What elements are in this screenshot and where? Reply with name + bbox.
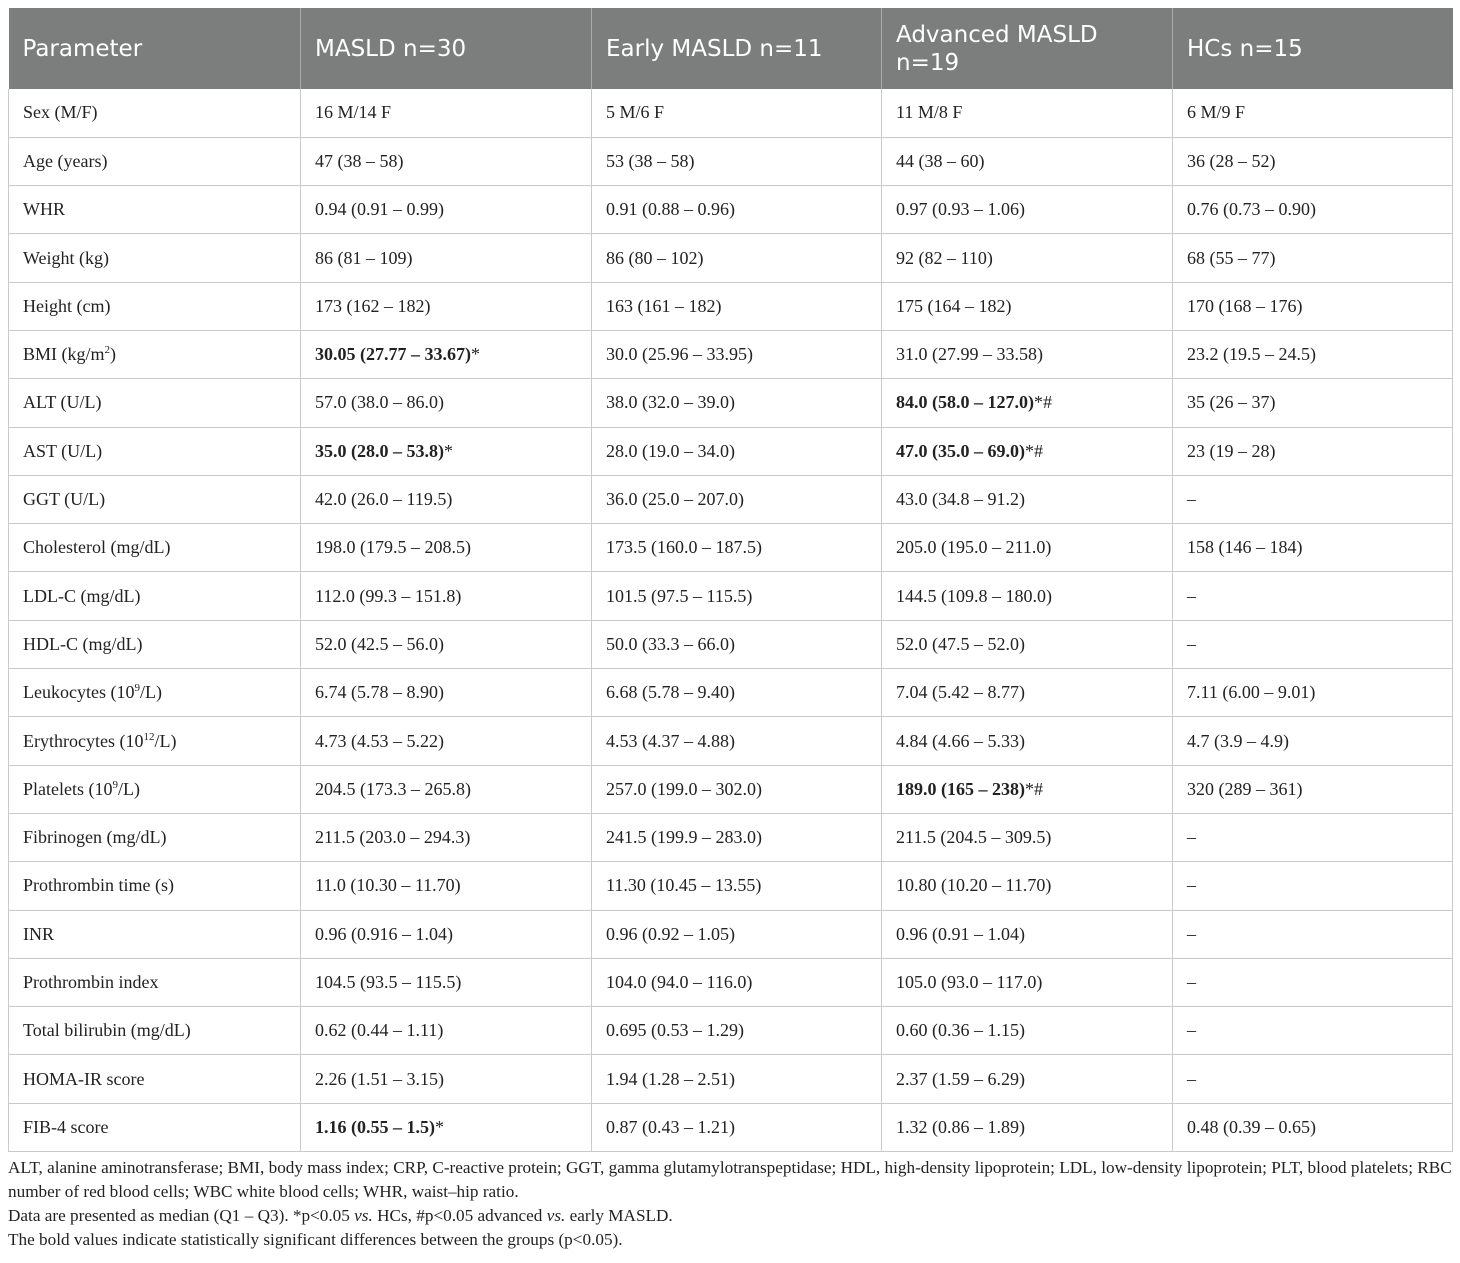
parameter-cell: Height (cm) xyxy=(9,282,301,330)
hcs-cell: – xyxy=(1173,572,1453,620)
hcs-cell: 0.76 (0.73 – 0.90) xyxy=(1173,186,1453,234)
table-row xyxy=(9,1103,1453,1151)
early-cell: 6.68 (5.78 – 9.40) xyxy=(592,669,882,717)
parameter-cell xyxy=(9,765,301,813)
significance-mark: *# xyxy=(1025,778,1043,799)
table-row xyxy=(9,1007,1453,1055)
significance-mark: * xyxy=(471,344,480,365)
masld-cell: 112.0 (99.3 – 151.8) xyxy=(301,572,592,620)
parameter-text-tail: /L) xyxy=(139,682,162,703)
significant-value: 35.0 (28.0 – 53.8) xyxy=(315,440,444,461)
significance-mark: * xyxy=(444,440,453,461)
masld-cell: 6.74 (5.78 – 8.90) xyxy=(301,669,592,717)
early-cell: 5 M/6 F xyxy=(592,89,882,137)
parameter-cell: LDL-C (mg/dL) xyxy=(9,572,301,620)
hcs-cell: 6 M/9 F xyxy=(1173,89,1453,137)
early-cell: 257.0 (199.0 – 302.0) xyxy=(592,765,882,813)
masld-cell: 4.73 (4.53 – 5.22) xyxy=(301,717,592,765)
advanced-cell: 43.0 (34.8 – 91.2) xyxy=(882,475,1173,523)
early-cell: 38.0 (32.0 – 39.0) xyxy=(592,379,882,427)
hcs-cell: 23.2 (19.5 – 24.5) xyxy=(1173,330,1453,378)
table-row xyxy=(9,282,1453,330)
table-row xyxy=(9,379,1453,427)
parameter-text: Leukocytes (10 xyxy=(23,682,135,703)
parameter-text: Platelets (10 xyxy=(23,778,113,799)
parameter-cell: Age (years) xyxy=(9,137,301,185)
parameter-cell: Prothrombin time (s) xyxy=(9,862,301,910)
significant-value: 30.05 (27.77 – 33.67) xyxy=(315,344,471,365)
superscript: 12 xyxy=(143,730,155,743)
advanced-cell: 0.96 (0.91 – 1.04) xyxy=(882,910,1173,958)
masld-cell xyxy=(301,330,592,378)
table-footnotes xyxy=(8,1156,1458,1252)
advanced-cell: 105.0 (93.0 – 117.0) xyxy=(882,958,1173,1006)
table-row xyxy=(9,1055,1453,1103)
table-row xyxy=(9,958,1453,1006)
significance-mark: *# xyxy=(1034,392,1052,413)
parameter-text-tail: /L) xyxy=(154,730,177,751)
early-cell: 0.695 (0.53 – 1.29) xyxy=(592,1007,882,1055)
hcs-cell: – xyxy=(1173,1055,1453,1103)
parameter-cell: GGT (U/L) xyxy=(9,475,301,523)
parameter-text: BMI (kg/m xyxy=(23,344,105,365)
hcs-cell: 36 (28 – 52) xyxy=(1173,137,1453,185)
significant-value: 189.0 (165 – 238) xyxy=(896,778,1025,799)
table-row xyxy=(9,524,1453,572)
parameter-cell: HOMA-IR score xyxy=(9,1055,301,1103)
hcs-cell: 0.48 (0.39 – 0.65) xyxy=(1173,1103,1453,1151)
early-cell: 53 (38 – 58) xyxy=(592,137,882,185)
early-cell: 4.53 (4.37 – 4.88) xyxy=(592,717,882,765)
presentation-note xyxy=(8,1204,1458,1228)
masld-cell: 0.94 (0.91 – 0.99) xyxy=(301,186,592,234)
significant-value: 1.16 (0.55 – 1.5) xyxy=(315,1116,435,1137)
hcs-cell: 23 (19 – 28) xyxy=(1173,427,1453,475)
parameter-cell: Total bilirubin (mg/dL) xyxy=(9,1007,301,1055)
presentation-text: early MASLD. xyxy=(565,1206,673,1225)
masld-cell: 86 (81 – 109) xyxy=(301,234,592,282)
table-row xyxy=(9,765,1453,813)
hcs-cell: – xyxy=(1173,1007,1453,1055)
parameter-cell: Cholesterol (mg/dL) xyxy=(9,524,301,572)
bold-values-note: The bold values indicate statistically significant differences between the groups (p<0.05). xyxy=(8,1230,623,1249)
parameter-text: Erythrocytes (10 xyxy=(23,730,144,751)
advanced-cell: 0.97 (0.93 – 1.06) xyxy=(882,186,1173,234)
hcs-cell: 170 (168 – 176) xyxy=(1173,282,1453,330)
table-row xyxy=(9,572,1453,620)
early-cell: 28.0 (19.0 – 34.0) xyxy=(592,427,882,475)
parameter-cell: AST (U/L) xyxy=(9,427,301,475)
hcs-cell: – xyxy=(1173,475,1453,523)
table-row xyxy=(9,910,1453,958)
parameter-cell: Weight (kg) xyxy=(9,234,301,282)
masld-cell: 0.62 (0.44 – 1.11) xyxy=(301,1007,592,1055)
masld-cell xyxy=(301,427,592,475)
table-row xyxy=(9,475,1453,523)
table-row xyxy=(9,813,1453,861)
advanced-cell: 31.0 (27.99 – 33.58) xyxy=(882,330,1173,378)
masld-cell: 204.5 (173.3 – 265.8) xyxy=(301,765,592,813)
advanced-cell: 175 (164 – 182) xyxy=(882,282,1173,330)
parameter-cell: INR xyxy=(9,910,301,958)
parameter-cell: ALT (U/L) xyxy=(9,379,301,427)
significance-mark: *# xyxy=(1025,440,1043,461)
masld-cell: 2.26 (1.51 – 3.15) xyxy=(301,1055,592,1103)
advanced-cell: 92 (82 – 110) xyxy=(882,234,1173,282)
header-row xyxy=(9,8,1453,89)
early-cell: 50.0 (33.3 – 66.0) xyxy=(592,620,882,668)
advanced-cell: 144.5 (109.8 – 180.0) xyxy=(882,572,1173,620)
header-masld: MASLD n=30 xyxy=(301,8,592,89)
parameter-cell: FIB-4 score xyxy=(9,1103,301,1151)
superscript: 9 xyxy=(112,778,118,791)
early-cell: 173.5 (160.0 – 187.5) xyxy=(592,524,882,572)
early-cell: 1.94 (1.28 – 2.51) xyxy=(592,1055,882,1103)
hcs-cell: 7.11 (6.00 – 9.01) xyxy=(1173,669,1453,717)
advanced-cell: 10.80 (10.20 – 11.70) xyxy=(882,862,1173,910)
parameter-cell xyxy=(9,669,301,717)
early-cell: 36.0 (25.0 – 207.0) xyxy=(592,475,882,523)
superscript: 2 xyxy=(104,344,111,357)
table-row xyxy=(9,186,1453,234)
hcs-cell: – xyxy=(1173,813,1453,861)
header-early-masld: Early MASLD n=11 xyxy=(592,8,882,89)
masld-cell xyxy=(301,1103,592,1151)
advanced-cell xyxy=(882,765,1173,813)
hcs-cell: – xyxy=(1173,862,1453,910)
masld-cell: 198.0 (179.5 – 208.5) xyxy=(301,524,592,572)
masld-cell: 0.96 (0.916 – 1.04) xyxy=(301,910,592,958)
early-cell: 0.87 (0.43 – 1.21) xyxy=(592,1103,882,1151)
data-table xyxy=(8,8,1453,1152)
header-advanced-masld: Advanced MASLD n=19 xyxy=(882,8,1173,89)
hcs-cell: 320 (289 – 361) xyxy=(1173,765,1453,813)
hcs-cell: 4.7 (3.9 – 4.9) xyxy=(1173,717,1453,765)
abbreviations-note: ALT, alanine aminotransferase; BMI, body mass index; CRP, C-reactive protein; GGT, gamma glutamylotranspeptidase; HDL, high-density lipoprotein; LDL, low-density lipoprotein; PLT, blood platelets; RBC number of red blood cells; WBC white blood cells; WHR, waist–hip ratio. xyxy=(8,1158,1452,1201)
parameter-cell xyxy=(9,330,301,378)
table-row xyxy=(9,669,1453,717)
vs-italic: vs. xyxy=(546,1206,566,1225)
presentation-text: Data are presented as median (Q1 – Q3). *p<0.05 xyxy=(8,1206,355,1225)
vs-italic: vs. xyxy=(354,1206,373,1225)
advanced-cell: 211.5 (204.5 – 309.5) xyxy=(882,813,1173,861)
advanced-cell: 7.04 (5.42 – 8.77) xyxy=(882,669,1173,717)
early-cell: 101.5 (97.5 – 115.5) xyxy=(592,572,882,620)
early-cell: 163 (161 – 182) xyxy=(592,282,882,330)
header-hcs: HCs n=15 xyxy=(1173,8,1453,89)
table-row xyxy=(9,862,1453,910)
hcs-cell: – xyxy=(1173,910,1453,958)
parameter-cell: Fibrinogen (mg/dL) xyxy=(9,813,301,861)
parameter-cell xyxy=(9,717,301,765)
presentation-text: HCs, #p<0.05 advanced xyxy=(372,1206,547,1225)
masld-cell: 47 (38 – 58) xyxy=(301,137,592,185)
hcs-cell: – xyxy=(1173,958,1453,1006)
significant-value: 47.0 (35.0 – 69.0) xyxy=(896,440,1025,461)
superscript: 9 xyxy=(134,682,140,695)
table-row xyxy=(9,234,1453,282)
advanced-cell: 52.0 (47.5 – 52.0) xyxy=(882,620,1173,668)
hcs-cell: 35 (26 – 37) xyxy=(1173,379,1453,427)
significant-value: 84.0 (58.0 – 127.0) xyxy=(896,392,1034,413)
masld-cell: 211.5 (203.0 – 294.3) xyxy=(301,813,592,861)
advanced-cell: 0.60 (0.36 – 1.15) xyxy=(882,1007,1173,1055)
parameter-text-tail: /L) xyxy=(117,778,140,799)
advanced-cell: 1.32 (0.86 – 1.89) xyxy=(882,1103,1173,1151)
table-row xyxy=(9,89,1453,137)
header-parameter: Parameter xyxy=(9,8,301,89)
advanced-cell: 205.0 (195.0 – 211.0) xyxy=(882,524,1173,572)
baseline-characteristics-table xyxy=(8,8,1452,1152)
parameter-text-tail: ) xyxy=(110,344,117,365)
early-cell: 241.5 (199.9 – 283.0) xyxy=(592,813,882,861)
masld-cell: 52.0 (42.5 – 56.0) xyxy=(301,620,592,668)
early-cell: 0.91 (0.88 – 0.96) xyxy=(592,186,882,234)
hcs-cell: 68 (55 – 77) xyxy=(1173,234,1453,282)
early-cell: 30.0 (25.96 – 33.95) xyxy=(592,330,882,378)
early-cell: 0.96 (0.92 – 1.05) xyxy=(592,910,882,958)
advanced-cell: 44 (38 – 60) xyxy=(882,137,1173,185)
parameter-cell: Prothrombin index xyxy=(9,958,301,1006)
parameter-cell: HDL-C (mg/dL) xyxy=(9,620,301,668)
early-cell: 104.0 (94.0 – 116.0) xyxy=(592,958,882,1006)
hcs-cell: – xyxy=(1173,620,1453,668)
advanced-cell: 11 M/8 F xyxy=(882,89,1173,137)
masld-cell: 104.5 (93.5 – 115.5) xyxy=(301,958,592,1006)
masld-cell: 11.0 (10.30 – 11.70) xyxy=(301,862,592,910)
parameter-cell: Sex (M/F) xyxy=(9,89,301,137)
table-row xyxy=(9,427,1453,475)
masld-cell: 173 (162 – 182) xyxy=(301,282,592,330)
hcs-cell: 158 (146 – 184) xyxy=(1173,524,1453,572)
advanced-cell xyxy=(882,379,1173,427)
masld-cell: 42.0 (26.0 – 119.5) xyxy=(301,475,592,523)
advanced-cell xyxy=(882,427,1173,475)
advanced-cell: 4.84 (4.66 – 5.33) xyxy=(882,717,1173,765)
significance-mark: * xyxy=(435,1116,444,1137)
table-row xyxy=(9,620,1453,668)
parameter-cell: WHR xyxy=(9,186,301,234)
early-cell: 86 (80 – 102) xyxy=(592,234,882,282)
early-cell: 11.30 (10.45 – 13.55) xyxy=(592,862,882,910)
advanced-cell: 2.37 (1.59 – 6.29) xyxy=(882,1055,1173,1103)
table-row xyxy=(9,137,1453,185)
table-row xyxy=(9,717,1453,765)
table-row xyxy=(9,330,1453,378)
masld-cell: 16 M/14 F xyxy=(301,89,592,137)
masld-cell: 57.0 (38.0 – 86.0) xyxy=(301,379,592,427)
